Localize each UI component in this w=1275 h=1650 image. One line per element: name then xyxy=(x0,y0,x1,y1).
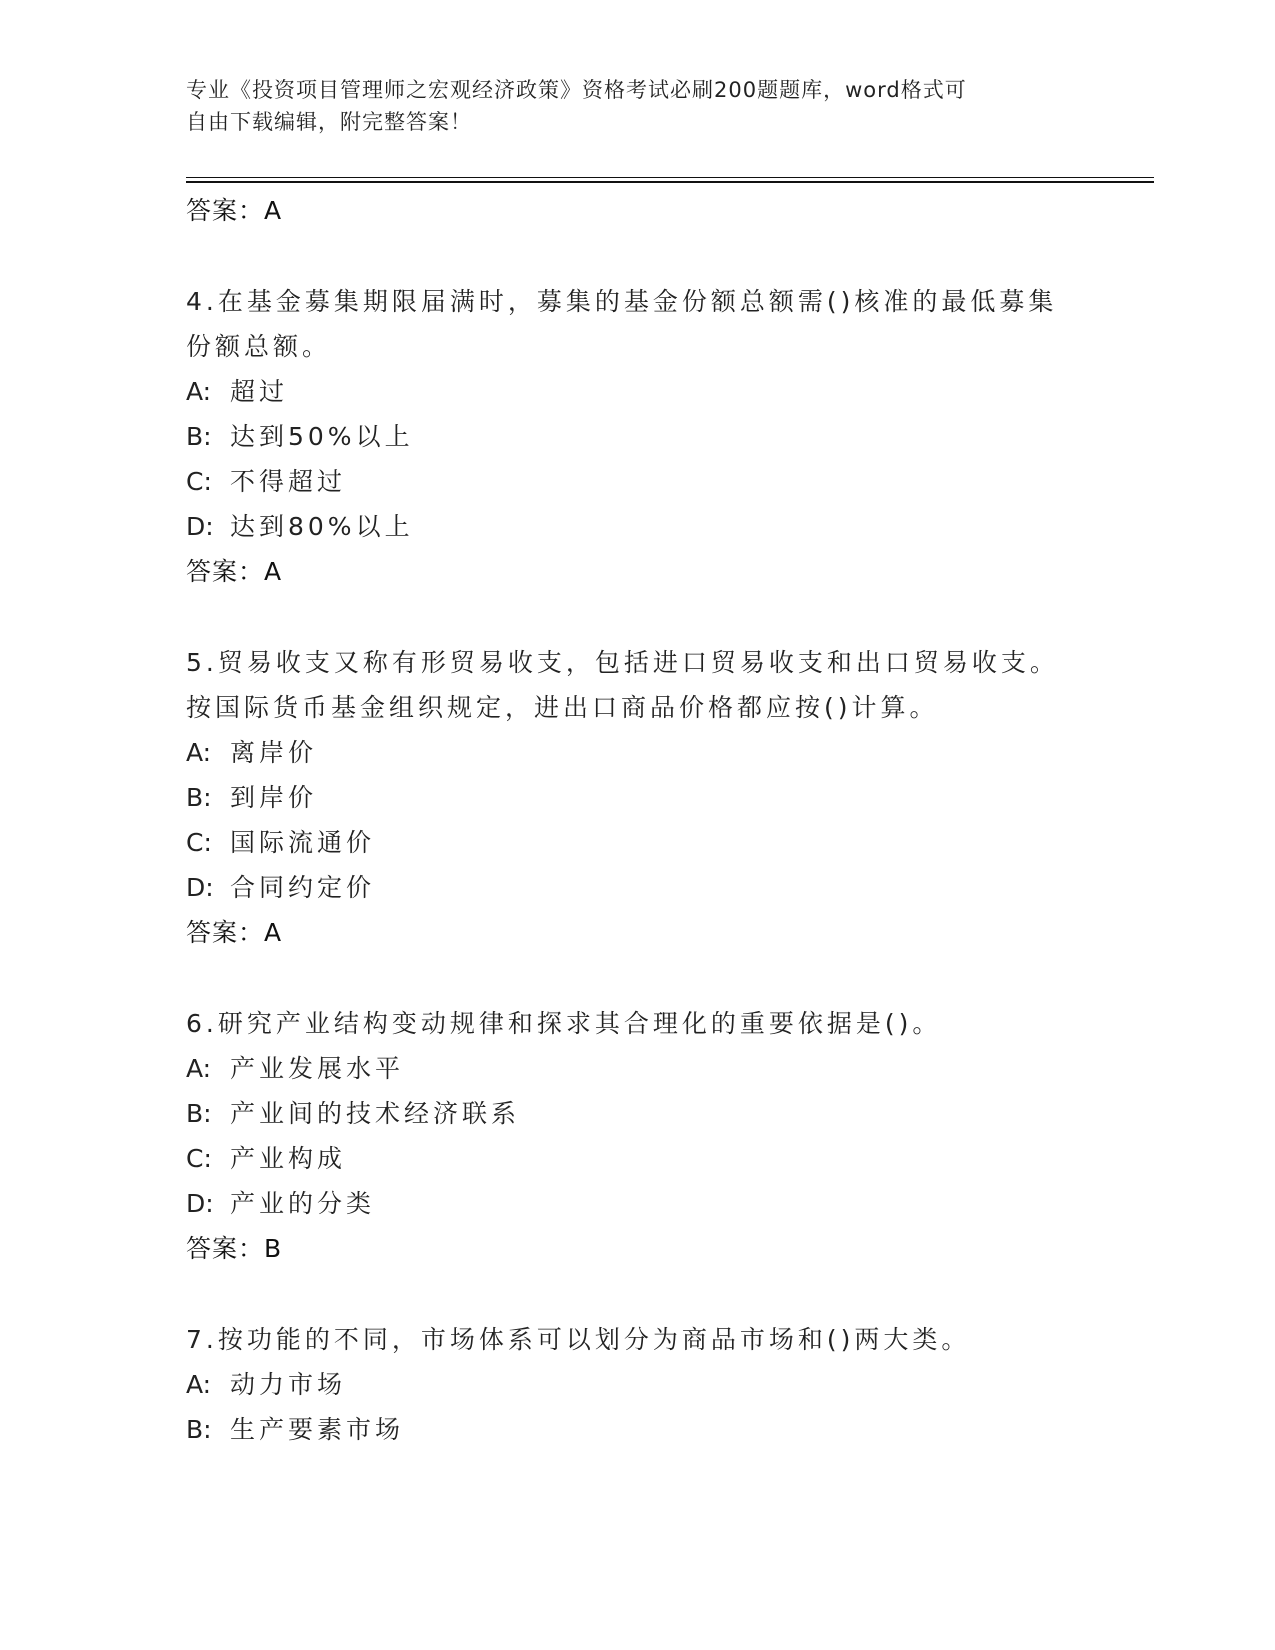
header-line-2: 自由下载编辑，附完整答案！ xyxy=(186,110,472,134)
answer-value: A xyxy=(264,196,283,225)
answer-line xyxy=(186,549,1086,595)
answer-line xyxy=(186,188,1086,234)
option-key: A: xyxy=(186,1054,212,1083)
option-text: 产业间的技术经济联系 xyxy=(230,1099,521,1128)
option-text: 超过 xyxy=(230,377,289,406)
option-a xyxy=(186,1046,1086,1091)
option-key: C: xyxy=(186,467,212,496)
option-text: 产业构成 xyxy=(230,1144,347,1173)
option-key: A: xyxy=(186,738,212,767)
option-key: D: xyxy=(186,873,214,902)
option-key: D: xyxy=(186,512,214,541)
question-stem: 4.在基金募集期限届满时，募集的基金份额总额需()核准的最低募集 xyxy=(186,287,1058,316)
option-text: 到岸价 xyxy=(230,783,318,812)
option-text: 合同约定价 xyxy=(230,873,376,902)
answer-line xyxy=(186,1226,1086,1272)
spacer xyxy=(186,234,1086,279)
answer-value: A xyxy=(264,918,283,947)
option-b xyxy=(186,775,1086,820)
document-body xyxy=(186,188,1086,1452)
option-key: B: xyxy=(186,1099,212,1128)
option-text: 生产要素市场 xyxy=(230,1415,405,1444)
question-stem: 7.按功能的不同，市场体系可以划分为商品市场和()两大类。 xyxy=(186,1325,971,1354)
header-divider-thin xyxy=(186,177,1154,178)
answer-line xyxy=(186,910,1086,956)
option-c xyxy=(186,820,1086,865)
option-text: 达到50%以上 xyxy=(230,422,414,451)
option-a xyxy=(186,1362,1086,1407)
answer-value: A xyxy=(264,557,283,586)
option-key: B: xyxy=(186,783,212,812)
option-text: 达到80%以上 xyxy=(230,512,414,541)
page-header xyxy=(186,74,1066,138)
question-block xyxy=(186,279,1086,595)
header-line-1: 专业《投资项目管理师之宏观经济政策》资格考试必刷200题题库，word格式可 xyxy=(186,78,967,102)
option-key: A: xyxy=(186,1370,212,1399)
option-key: C: xyxy=(186,828,212,857)
option-text: 不得超过 xyxy=(230,467,347,496)
option-b xyxy=(186,1407,1086,1452)
answer-label: 答案： xyxy=(186,1234,265,1263)
question-block xyxy=(186,1001,1086,1272)
question-stem: 6.研究产业结构变动规律和探求其合理化的重要依据是()。 xyxy=(186,1009,942,1038)
question-block xyxy=(186,1317,1086,1452)
option-key: C: xyxy=(186,1144,212,1173)
answer-label: 答案： xyxy=(186,196,265,225)
option-text: 离岸价 xyxy=(230,738,318,767)
option-key: A: xyxy=(186,377,212,406)
spacer xyxy=(186,1272,1086,1317)
question-stem: 5.贸易收支又称有形贸易收支，包括进口贸易收支和出口贸易收支。 xyxy=(186,648,1059,677)
option-text: 产业发展水平 xyxy=(230,1054,405,1083)
option-c xyxy=(186,1136,1086,1181)
question-block xyxy=(186,640,1086,956)
option-a xyxy=(186,369,1086,414)
option-text: 动力市场 xyxy=(230,1370,347,1399)
answer-label: 答案： xyxy=(186,918,265,947)
spacer xyxy=(186,956,1086,1001)
option-b xyxy=(186,1091,1086,1136)
option-a xyxy=(186,730,1086,775)
option-d xyxy=(186,865,1086,910)
option-d xyxy=(186,504,1086,549)
answer-label: 答案： xyxy=(186,557,265,586)
question-stem-continued: 按国际货币基金组织规定，进出口商品价格都应按()计算。 xyxy=(186,693,939,722)
option-key: B: xyxy=(186,422,212,451)
option-text: 产业的分类 xyxy=(230,1189,376,1218)
spacer xyxy=(186,595,1086,640)
option-b xyxy=(186,414,1086,459)
answer-value: B xyxy=(264,1234,283,1263)
option-text: 国际流通价 xyxy=(230,828,376,857)
option-d xyxy=(186,1181,1086,1226)
option-c xyxy=(186,459,1086,504)
option-key: B: xyxy=(186,1415,212,1444)
option-key: D: xyxy=(186,1189,214,1218)
question-stem-continued: 份额总额。 xyxy=(186,332,332,361)
header-divider-thick xyxy=(186,181,1154,183)
